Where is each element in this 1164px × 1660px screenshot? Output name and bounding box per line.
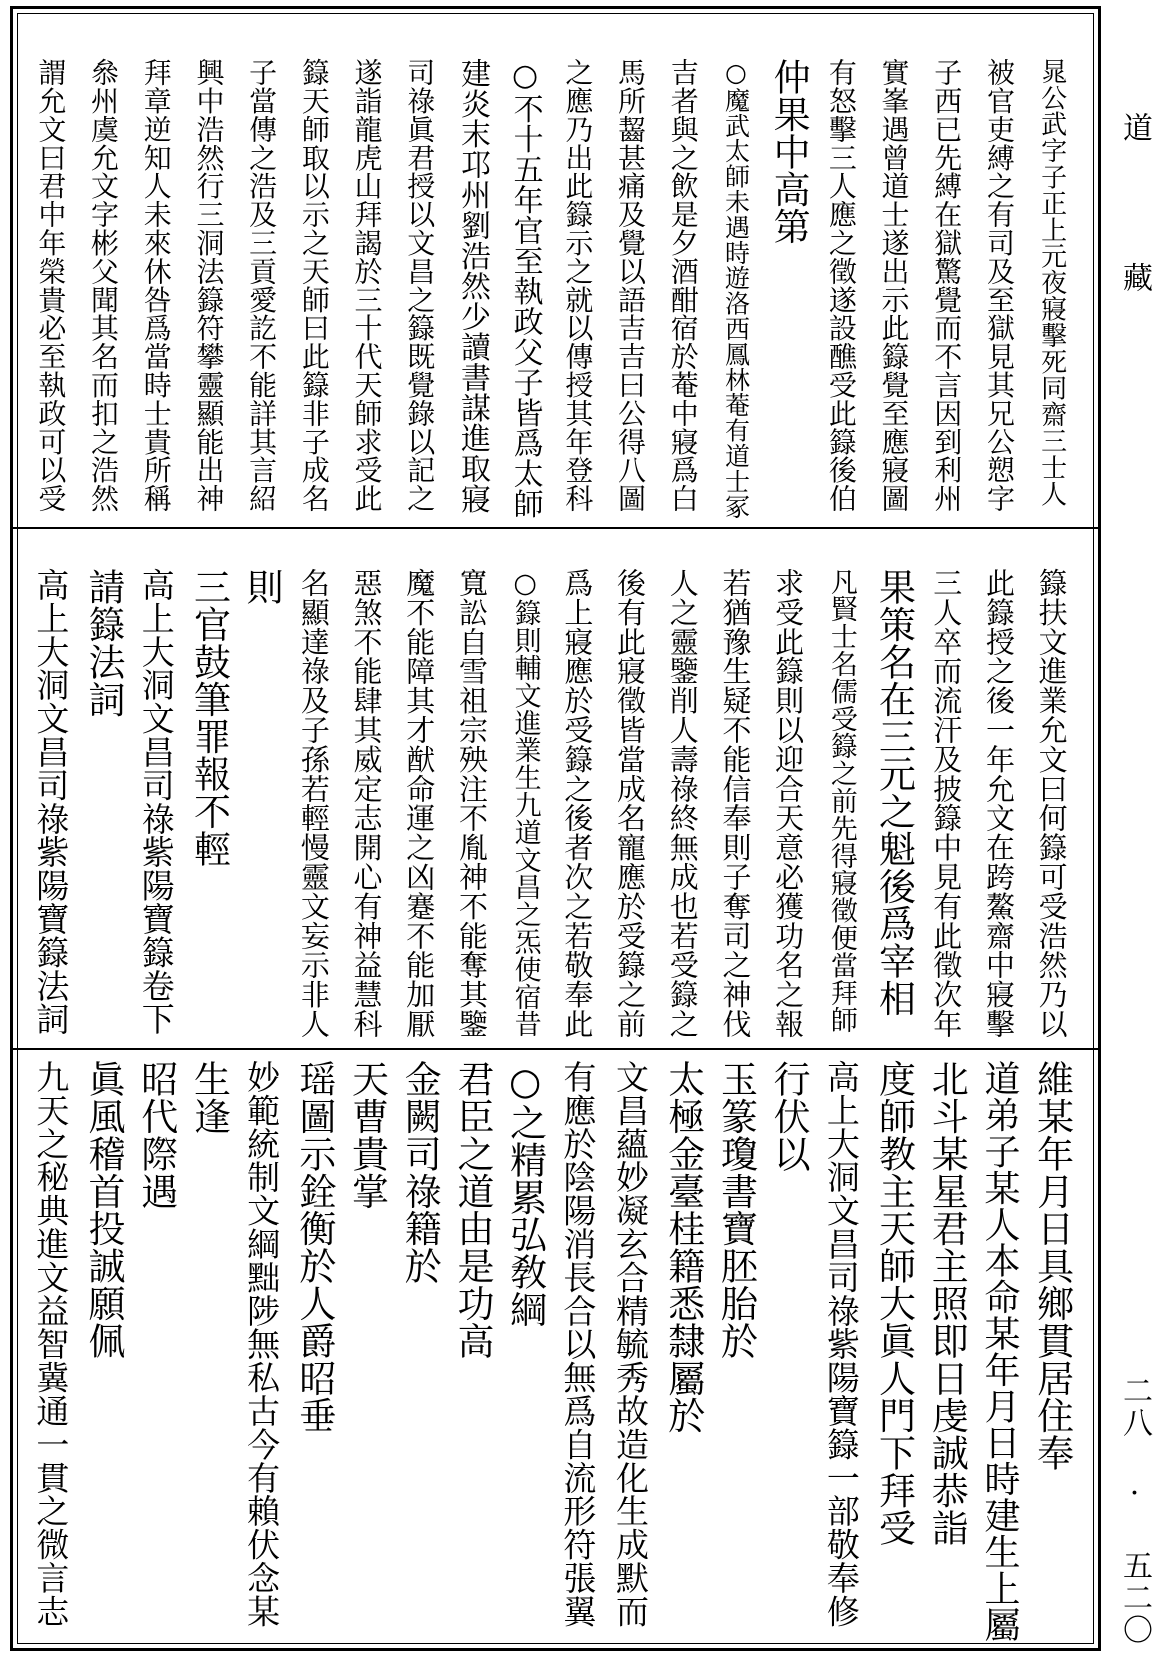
text-column: 維某年月日具鄉貫居住奉 [1030,1060,1074,1472]
text-column: 凡賢士名儒受籙之前先得寢徵便當拜師 [825,568,857,1034]
text-column: 司祿眞君授以文昌之籙既覺錄以記之 [403,58,437,513]
text-column: 九天之秘典進文益智冀通一貫之微言志 [31,1060,71,1628]
text-column: 人之靈鑒削人壽祿終無成也若受籙之 [665,568,700,1039]
margin-title-bottom: 藏 [1117,262,1152,292]
text-column: 子西已先縛在獄驚覺而不言因到利州 [930,58,964,513]
text-column: 三人卒而流汗及披籙中見有此徵次年 [929,568,964,1039]
text-column: 天曹貴掌 [345,1060,389,1210]
text-column: 之應乃出此籙示之就以傳授其年登科 [561,58,595,513]
text-column: 度師教主天師大眞人門下拜受 [872,1060,916,1547]
text-column: 君臣之道由是功高 [450,1060,494,1360]
text-column: 名顯達祿及子孫若輕慢靈文妄示非人 [296,568,331,1039]
text-column: ○之精累弘敎綱 [503,1060,547,1328]
text-column: 仲果中高第 [767,58,811,245]
panel-divider-2 [10,1048,1101,1050]
text-column: 遂詣龍虎山拜謁於三十代天師求受此 [350,58,384,513]
text-column: 後有此寢徵皆當成名寵應於受籙之前 [613,568,648,1039]
text-column: 請籙法詞 [82,568,126,718]
panel-divider-1 [10,527,1101,529]
panel-top [22,58,1086,522]
margin-title-top: 道 [1117,112,1152,142]
text-column: 妙範統制文綱黜陟無私古今有賴伏念某 [242,1060,282,1628]
text-column: 生逢 [187,1060,231,1135]
text-column: 興中浩然行三洞法籙符攀靈顯能出神 [192,58,226,513]
text-column: 道弟子某人本命某年月日時建生上屬 [978,1060,1020,1642]
text-column: 叅州虞允文字彬父聞其名而扣之浩然 [87,58,121,513]
text-column: 有應於陰陽消長合以無爲自流形符張翼 [558,1060,598,1628]
text-column: 文昌蘊妙凝玄合精毓秀故造化生成默而 [611,1060,651,1628]
text-column: 被官吏縛之有司及至獄見其兄公愬字 [982,58,1016,513]
text-column: 寬訟自雪祖宗殃注不胤神不能奪其鑒 [454,568,489,1039]
panel-bottom [22,1060,1086,1642]
text-column: 實峯遇曾道士遂出示此籙覺至應寢圖 [877,58,911,513]
text-column: 眞風稽首投誠願佩 [82,1060,126,1360]
text-column: ○不十五年官至執政父子皆爲太師 [507,58,543,519]
text-column: 金闕司祿籍於 [398,1060,442,1285]
text-column: 拜章逆知人未來休咎爲當時士貴所稱 [139,58,173,513]
panel-middle [22,568,1086,1042]
text-column: 若猶豫生疑不能信奉則子奪司之神伐 [718,568,753,1039]
text-column: 瑶圖示銓衡於人爵昭垂 [292,1060,336,1434]
text-column: 高上大洞文昌司祿紫陽寶籙一部敬奉修 [821,1060,861,1628]
text-column: 籙扶文進業允文曰何籙可受浩然乃以 [1034,568,1069,1039]
text-column: 爲上寢應於受籙之後者次之若敬奉此 [560,568,595,1039]
text-column: 吉者與之飲是夕酒酣宿於菴中寢爲白 [666,58,700,513]
text-column: 謂允文曰君中年榮貴必至執政可以受 [34,58,68,513]
text-column: 三官鼓筆罪報不輕 [187,568,231,868]
text-column: 建炎末邛州劉浩然少讀書謀進取寢 [454,58,490,514]
text-column: 此籙授之後一年允文在跨鰲齋中寢擊 [981,568,1016,1039]
text-column: 行伏以 [767,1060,811,1173]
text-column: 籙天師取以示之天師曰此籙非子成名 [297,58,331,513]
text-column: 有怒擊三人應之徵遂設醮受此籙後伯 [824,58,858,513]
text-column: 北斗某星君主照即日虔誠恭詣 [925,1060,969,1547]
text-column: 果策名在三元之魁後爲宰相 [872,568,916,1017]
page-number: 二八 · 五二〇 [1117,1375,1152,1646]
text-column: 晁公武字子正上元夜寢擊死同齋三士人 [1036,58,1067,507]
text-column: 玉篆瓊書寶胚胎於 [714,1060,758,1360]
text-column: 馬所齧甚痛及覺以語吉吉曰公得八圖 [614,58,648,513]
text-column: 求受此籙則以迎合天意必獲功名之報 [771,568,806,1039]
text-column: ○籙則輔文進業生九道文昌之炁使宿昔 [509,568,541,1038]
text-column: 太極金臺桂籍悉隸屬於 [661,1060,705,1434]
text-column: 惡煞不能肆其威定志開心有神益慧科 [349,568,384,1039]
text-column: 昭代際遇 [134,1060,178,1210]
text-column: 魔不能障其才猷命運之凶蹇不能加厭 [402,568,437,1039]
text-column: 高上大洞文昌司祿紫陽寶籙卷下 [136,568,176,1036]
text-column: 則 [240,568,284,606]
text-column: ○魔武太師未遇時遊洛西鳳林菴有道士冢 [721,58,751,520]
text-column: 高上大洞文昌司祿紫陽寶籙法詞 [31,568,71,1036]
text-column: 子當傳之浩及三貢愛訖不能詳其言紹 [245,58,279,513]
